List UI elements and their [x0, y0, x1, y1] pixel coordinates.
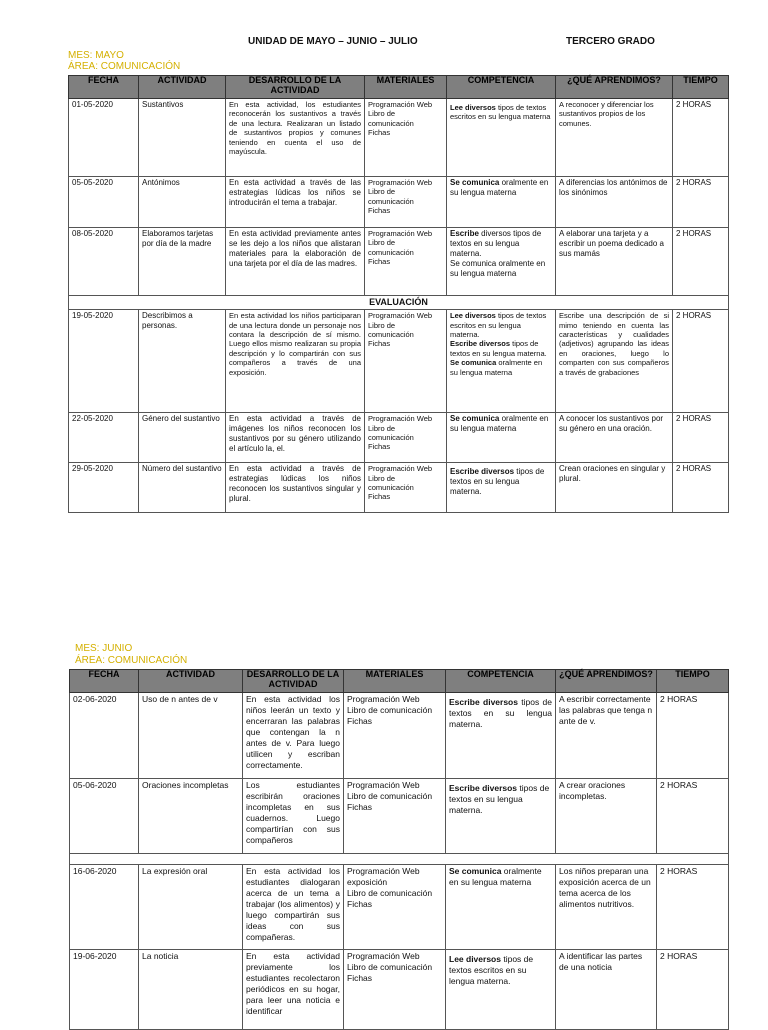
col-header-tiempo: TIEMPO: [657, 670, 729, 693]
cell-competencia: Escribe diversos tipos de textos en su lengua materna. Se comunica oralmente en su lengua materna: [447, 228, 556, 296]
cell-actividad: Describimos a personas.: [139, 310, 226, 413]
cell-desarrollo: En esta actividad los niños leerán un texto y encerraran las palabras que contengan la n antes de v. Para luego utilicen y escriban correctamente.: [243, 693, 344, 779]
cell-actividad: Número del sustantivo: [139, 463, 226, 513]
col-header-desarrollo: DESARROLLO DE LA ACTIVIDAD: [226, 76, 365, 99]
table-row: [69, 413, 729, 463]
table-row: [70, 779, 729, 854]
cell-desarrollo: En esta actividad previamente los estudiantes recolectaron periódicos en su hogar, para leer una noticia e identificar: [243, 950, 344, 1030]
cell-desarrollo: En esta actividad a través de estrategias lúdicas los niños reconocen los sustantivos singular y plural.: [226, 463, 365, 513]
document-header: [0, 36, 768, 50]
evaluation-label: EVALUACIÓN: [69, 296, 729, 310]
cell-competencia: Escribe diversos tipos de textos en su lengua materna.: [447, 463, 556, 513]
cell-tiempo: 2 HORAS: [673, 413, 729, 463]
cell-materiales: Programación Web Libro de comunicación Fichas: [365, 413, 447, 463]
col-header-competencia: COMPETENCIA: [447, 76, 556, 99]
cell-aprendimos: A elaborar una tarjeta y a escribir un poema dedicado a sus mamás: [556, 228, 673, 296]
col-header-fecha: FECHA: [70, 670, 139, 693]
cell-materiales: Programación Web Libro de comunicación Fichas: [365, 228, 447, 296]
table-row: [70, 865, 729, 950]
cell-aprendimos: A conocer los sustantivos por su género en una oración.: [556, 413, 673, 463]
evaluation-row: [69, 296, 729, 310]
cell-actividad: Uso de n antes de v: [139, 693, 243, 779]
table-row: [70, 950, 729, 1030]
table-row: [69, 177, 729, 228]
cell-tiempo: 2 HORAS: [673, 310, 729, 413]
cell-materiales: Programación Web Libro de comunicación Fichas: [365, 177, 447, 228]
cell-competencia: Escribe diversos tipos de textos en su lengua materna.: [446, 779, 556, 854]
cell-fecha: 05-06-2020: [70, 779, 139, 854]
cell-tiempo: 2 HORAS: [657, 950, 729, 1030]
cell-actividad: Sustantivos: [139, 99, 226, 177]
col-header-competencia: COMPETENCIA: [446, 670, 556, 693]
cell-competencia: Se comunica oralmente en su lengua materna: [447, 177, 556, 228]
cell-materiales: Programación Web Libro de comunicación Fichas: [344, 693, 446, 779]
table-row: [69, 463, 729, 513]
cell-aprendimos: A escribir correctamente las palabras que tenga n ante de v.: [556, 693, 657, 779]
month-label-mayo: MES: MAYO: [68, 50, 124, 61]
plan-table-junio: [69, 669, 729, 1030]
cell-actividad: La noticia: [139, 950, 243, 1030]
col-header-aprendimos: ¿QUÉ APRENDIMOS?: [556, 670, 657, 693]
cell-fecha: 02-06-2020: [70, 693, 139, 779]
cell-competencia: Se comunica oralmente en su lengua materna: [446, 865, 556, 950]
table-row: [69, 228, 729, 296]
col-header-materiales: MATERIALES: [344, 670, 446, 693]
area-label-junio: ÁREA: COMUNICACIÓN: [75, 655, 188, 666]
table-row: [69, 99, 729, 177]
area-label-mayo: ÁREA: COMUNICACIÓN: [68, 61, 181, 72]
cell-fecha: 05-05-2020: [69, 177, 139, 228]
cell-actividad: La expresión oral: [139, 865, 243, 950]
cell-competencia: Lee diversos tipos de textos escritos en su lengua materna. Escribe diversos tipos de textos en su lengua materna. Se comunica oralmente en su lengua materna: [447, 310, 556, 413]
cell-aprendimos: A identificar las partes de una noticia: [556, 950, 657, 1030]
cell-tiempo: 2 HORAS: [673, 463, 729, 513]
cell-fecha: 16-06-2020: [70, 865, 139, 950]
col-header-aprendimos: ¿QUÉ APRENDIMOS?: [556, 76, 673, 99]
cell-competencia: Escribe diversos tipos de textos en su lengua materna.: [446, 693, 556, 779]
cell-fecha: 22-05-2020: [69, 413, 139, 463]
col-header-tiempo: TIEMPO: [673, 76, 729, 99]
cell-fecha: 19-05-2020: [69, 310, 139, 413]
cell-desarrollo: En esta actividad a través de las estrategias lúdicas los niños se introducirán el tema a trabajar.: [226, 177, 365, 228]
cell-actividad: Antónimos: [139, 177, 226, 228]
cell-tiempo: 2 HORAS: [673, 177, 729, 228]
cell-tiempo: 2 HORAS: [657, 693, 729, 779]
table-header-row: [70, 670, 729, 693]
unit-title: UNIDAD DE MAYO – JUNIO – JULIO: [248, 36, 418, 47]
col-header-fecha: FECHA: [69, 76, 139, 99]
cell-fecha: 01-05-2020: [69, 99, 139, 177]
cell-competencia: Se comunica oralmente en su lengua materna: [447, 413, 556, 463]
cell-actividad: Elaboramos tarjetas por día de la madre: [139, 228, 226, 296]
cell-desarrollo: Los estudiantes escribirán oraciones incompletas en sus cuadernos. Luego compartirían con sus compañeros: [243, 779, 344, 854]
cell-tiempo: 2 HORAS: [673, 228, 729, 296]
cell-materiales: Programación Web exposición Libro de comunicación Fichas: [344, 865, 446, 950]
col-header-actividad: ACTIVIDAD: [139, 670, 243, 693]
cell-tiempo: 2 HORAS: [657, 865, 729, 950]
cell-materiales: Programación Web Libro de comunicación Fichas: [365, 99, 447, 177]
cell-fecha: 08-05-2020: [69, 228, 139, 296]
cell-aprendimos: A reconocer y diferenciar los sustantivos propios de los comunes.: [556, 99, 673, 177]
cell-desarrollo: En esta actividad a través de imágenes los niños reconocen los sustantivos por su género utilizando el artículo la, el.: [226, 413, 365, 463]
cell-desarrollo: En esta actividad, los estudiantes reconocerán los sustantivos a través de una lectura. Realizaran un listado de sustantivos propios y comunes teniendo en cuenta el uso de mayúscula.: [226, 99, 365, 177]
month-label-junio: MES: JUNIO: [75, 643, 133, 654]
cell-competencia: Lee diversos tipos de textos escritos en su lengua materna.: [446, 950, 556, 1030]
cell-desarrollo: En esta actividad previamente antes se les dejo a los niños que alistaran materiales para la elaboración de una tarjeta por el día de las madres.: [226, 228, 365, 296]
cell-aprendimos: Escribe una descripción de si mimo teniendo en cuenta las características y cualidades (adjetivos) agrupando las ideas en oraciones, luego lo comparten con sus compañeros a través de grabaciones: [556, 310, 673, 413]
cell-aprendimos: Los niños preparan una exposición acerca de un tema acerca de los alimentos nutritivos.: [556, 865, 657, 950]
table-row: [69, 310, 729, 413]
plan-table-mayo: [68, 75, 729, 513]
cell-materiales: Programación Web Libro de comunicación Fichas: [344, 779, 446, 854]
cell-aprendimos: A crear oraciones incompletas.: [556, 779, 657, 854]
col-header-materiales: MATERIALES: [365, 76, 447, 99]
col-header-desarrollo: DESARROLLO DE LA ACTIVIDAD: [243, 670, 344, 693]
cell-materiales: Programación Web Libro de comunicación Fichas: [365, 310, 447, 413]
cell-tiempo: 2 HORAS: [673, 99, 729, 177]
cell-materiales: Programación Web Libro de comunicación Fichas: [365, 463, 447, 513]
cell-fecha: 19-06-2020: [70, 950, 139, 1030]
cell-actividad: Género del sustantivo: [139, 413, 226, 463]
cell-competencia: Lee diversos tipos de textos escritos en su lengua materna: [447, 99, 556, 177]
cell-materiales: Programación Web Libro de comunicación Fichas: [344, 950, 446, 1030]
table-header-row: [69, 76, 729, 99]
cell-aprendimos: Crean oraciones en singular y plural.: [556, 463, 673, 513]
cell-tiempo: 2 HORAS: [657, 779, 729, 854]
col-header-actividad: ACTIVIDAD: [139, 76, 226, 99]
cell-fecha: 29-05-2020: [69, 463, 139, 513]
table-row: [70, 693, 729, 779]
grade-label: TERCERO GRADO: [566, 36, 655, 47]
cell-desarrollo: En esta actividad los niños participaran de una lectura donde un personaje nos contara la descripción de sí mismo. Luego ellos mismo realizaran su propia descripción y lo compartirán con sus compañeros a través de una exposición.: [226, 310, 365, 413]
spacer-row: [70, 854, 729, 865]
cell-aprendimos: A diferencias los antónimos de los sinónimos: [556, 177, 673, 228]
cell-desarrollo: En esta actividad los estudiantes dialogaran acerca de un tema a trabajar (los alimentos) y luego compartirán sus ideas con sus compañeras.: [243, 865, 344, 950]
cell-actividad: Oraciones incompletas: [139, 779, 243, 854]
